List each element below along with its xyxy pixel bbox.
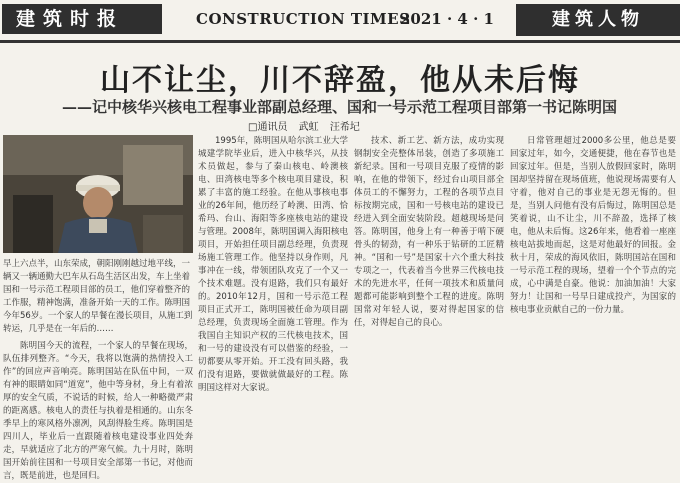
masthead-rule — [0, 40, 680, 43]
column-4-text: 日常管理超过2000多公里，他总是要回家过年，如今，交通便捷，他在春节也是回家过年。但是，当别人放假回家时，陈明国却坚持留在现场值班，他说现场需要有人守着，他对自己的事业是无怨无悔的。但是，当别人问他有没有后悔过，陈明国总是笑着说，山不让尘，川不辞盈，选择了核电，他从未后悔。这26年来，他看着一座座核电站拔地而起，这是对他最好的回报。金秋十月，荣成的海风依旧，陈明国站在国和一号示范工程的现场，望着一个个节点的完成，心中满是自豪。他说：加油加油！大家努力！让国和一号早日建成投产，为国家的核电事业贡献自己的一份力量。 — [510, 136, 676, 315]
column-1-text: 陈明国今天的流程，一个家人的早餐在现场，队伍排列整齐。“今天，我将以饱满的热情投入工作”的回应声音响亮。陈明国站在队伍中间，一双有神的眼睛如同“道宽”，他中等身材，身上有着浓厚的安全气质，不说话的时候，给人一种略微严肃的距离感。核电人的责任与执着是相通的。山东冬季早上的寒风格外凛冽，风刮得脸生疼。陈明国是四川人，毕业后一直跟随着核电建设事业四处奔走，早就适应了北方的严寒气候。九十月时，陈明国开始前往国和一号项目安全部第一书记，对他而言，既是前进，也是回归。 — [3, 341, 193, 481]
newspaper-logo: 建筑时报 — [2, 4, 162, 34]
column-2 — [198, 135, 348, 457]
byline — [248, 118, 368, 133]
column-4 — [510, 135, 676, 457]
article-photo — [3, 135, 193, 253]
byline-author-2: 汪希圮 — [329, 122, 360, 133]
subheadline: ——记中核华兴核电工程事业部副总经理、国和一号示范工程项目部第一书记陈明国 — [62, 98, 618, 116]
column-2-text: 1995年，陈明国从哈尔滨工业大学城建学院毕业后，进入中核华兴，从技术员做起，参与了秦山核电、岭澳核电、田湾核电等多个核电项目建设，积累了丰富的施工经验。在他从事核电事业的26年间，他历经了岭澳、田湾、恰希玛、台山、海阳等多座核电站的建设与管理。2008年，陈明国调入海阳核电项目，开始担任项目副总经理，负责现场施工管理工作。他坚持以身作则，凡事冲在一线，带领团队攻克了一个又一个技术难题。没有退路，我们只有最好的。2010年12月，国和一号示范工程项目正式开工，陈明国被任命为项目副总经理，负责现场全面施工管理。作为我国自主知识产权的三代核电技术，国和一号的建设没有可以借鉴的经验，一切都要从零开始。开工没有回头路，我们没有退路，要做就做最好的工程。陈明国这样对大家说。 — [198, 136, 348, 393]
byline-prefix: □通讯员 — [248, 122, 288, 133]
column-1 — [3, 340, 193, 481]
masthead — [0, 0, 680, 40]
worker-portrait-image — [3, 135, 193, 253]
headline: 山不让尘，川不辞盈，他从未后悔 — [100, 63, 580, 98]
column-3 — [354, 135, 504, 457]
photo-caption: 早上六点半，山东荣成，朝阳刚刚越过地平线，一辆又一辆通勤大巴车从石岛生活区出发，车上坐着国和一号示范工程项目部的员工，他们穿着整齐的工作服，精神饱满，准备开始一天的工作。陈明国今年56岁。一个家人的早餐在漫长项目，从施工到转运，几乎是在一年后的…… — [3, 259, 193, 334]
column-3-text: 技术、新工艺、新方法，成功实现钢制安全壳整体吊装，创造了多项施工新纪录。国和一号项目克服了疫情的影响，在他的带领下，经过台山项目部全体员工的不懈努力，工程的各项节点目标按期完成，国和一号核电站的建设已经进入到全面安装阶段。超越现场是问答。陈明国，他身上有一种善于啃下硬骨头的韧劲，有一种乐于钻研的工匠精神。“国和一号”是国家十六个重大科技专项之一，代表着当今世界三代核电技术的先进水平，任何一项技术和质量问题都可能影响到整个工程的进度。陈明国常对年轻人说，要对得起国家的信任，对得起自己的良心。 — [354, 136, 504, 328]
byline-author-1: 武虹 — [298, 122, 319, 133]
issue-date: 2021 · 4 · 1 — [400, 10, 494, 28]
section-label: 建筑人物 — [516, 4, 680, 36]
paper-name: CONSTRUCTION TIMES — [196, 10, 411, 28]
